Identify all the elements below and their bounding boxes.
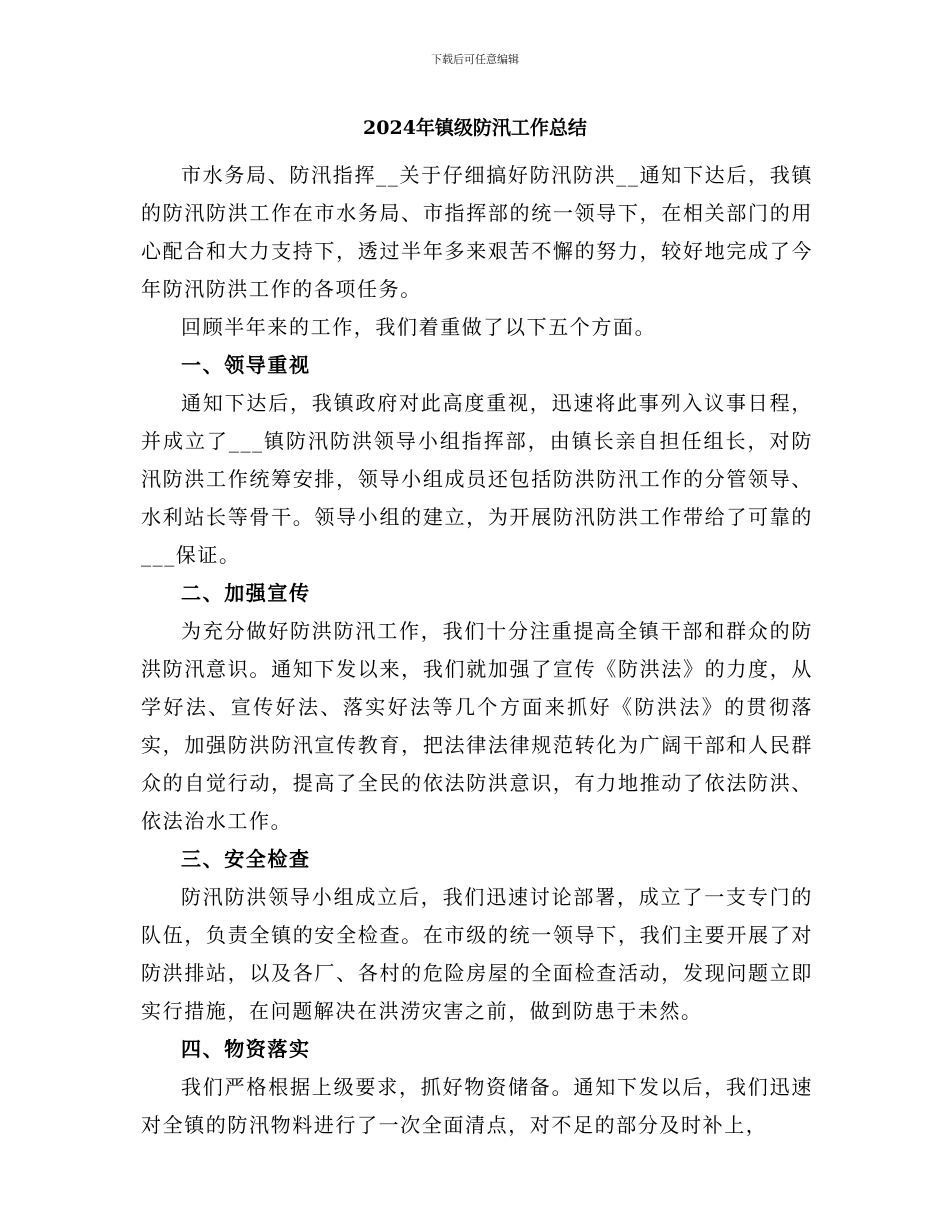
section-heading-publicity: 二、加强宣传 (181, 581, 311, 605)
paragraph-intro: 市水务局、防汛指挥__关于仔细搞好防汛防洪__通知下达后，我镇的防汛防洪工作在市水务局、市指挥部的统一领导下，在相关部门的用心配合和大力支持下，透过半年多来艰苦不懈的努力，较好地完成了今年防汛防洪工作的各项任务。 (141, 163, 813, 301)
paragraph-inspection: 防汛防洪领导小组成立后，我们迅速讨论部署，成立了一支专门的队伍，负责全镇的安全检查。在市级的统一领导下，我们主要开展了对防洪排站，以及各厂、各村的危险房屋的全面检查活动，发现问题立即实行措施，在问题解决在洪涝灾害之前，做到防患于未然。 (141, 885, 813, 1023)
paragraph-review: 回顾半年来的工作，我们着重做了以下五个方面。 (181, 315, 657, 339)
document-body (141, 156, 813, 1144)
section-heading-materials: 四、物资落实 (181, 1037, 311, 1061)
paragraph-materials: 我们严格根据上级要求，抓好物资储备。通知下发以后，我们迅速对全镇的防汛物料进行了一次全面清点，对不足的部分及时补上， (141, 1075, 813, 1137)
paragraph-publicity: 为充分做好防洪防汛工作，我们十分注重提高全镇干部和群众的防洪防汛意识。通知下发以来，我们就加强了宣传《防洪法》的力度，从学好法、宣传好法、落实好法等几个方面来抓好《防洪法》的贯彻落实，加强防洪防汛宣传教育，把法律法律规范转化为广阔干部和人民群众的自觉行动，提高了全民的依法防洪意识，有力地推动了依法防洪、依法治水工作。 (141, 619, 813, 833)
section-heading-inspection: 三、安全检查 (181, 847, 311, 871)
document-title: 2024年镇级防汛工作总结 (363, 117, 587, 139)
section-heading-leadership: 一、领导重视 (181, 353, 311, 377)
page-header-note: 下载后可任意编辑 (431, 53, 519, 66)
paragraph-leadership: 通知下达后，我镇政府对此高度重视，迅速将此事列入议事日程，并成立了___镇防汛防洪领导小组指挥部，由镇长亲自担任组长，对防汛防洪工作统筹安排，领导小组成员还包括防洪防汛工作的分管领导、水利站长等骨干。领导小组的建立，为开展防汛防洪工作带给了可靠的___保证。 (141, 391, 813, 567)
